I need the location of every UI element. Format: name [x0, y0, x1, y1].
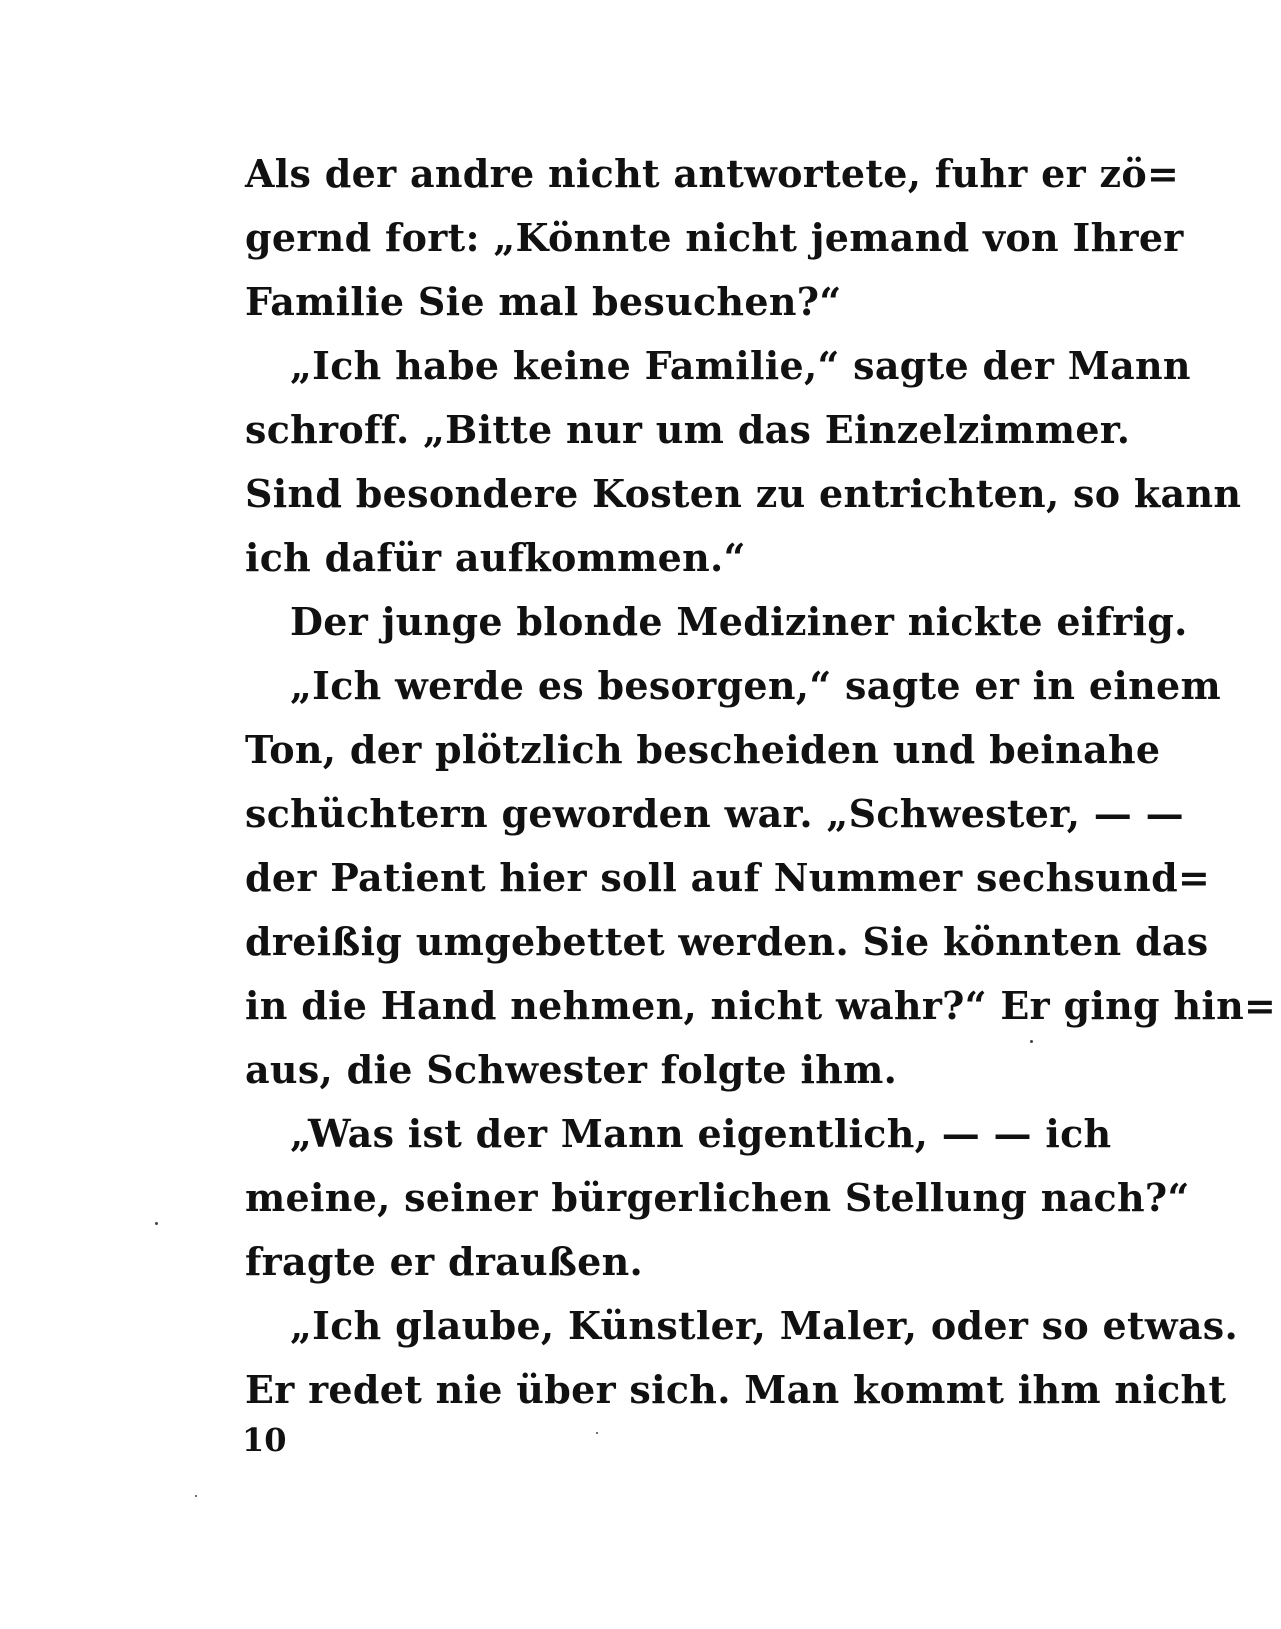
- text-line: Familie Sie mal besuchen?“: [245, 279, 842, 324]
- text-line: Sind besondere Kosten zu entrichten, so kann: [245, 471, 1242, 516]
- text-line: „Was ist der Mann eigentlich, — — ich: [290, 1111, 1112, 1156]
- text-line: schroff. „Bitte nur um das Einzelzimmer.: [245, 407, 1131, 452]
- text-line: schüchtern geworden war. „Schwester, — —: [245, 791, 1184, 836]
- scan-speck: [1030, 1040, 1033, 1043]
- text-line: „Ich habe keine Familie,“ sagte der Mann: [290, 343, 1191, 388]
- text-line: Er redet nie über sich. Man kommt ihm nicht: [245, 1367, 1227, 1412]
- text-line: meine, seiner bürgerlichen Stellung nach?“: [245, 1175, 1190, 1220]
- text-line: Ton, der plötzlich bescheiden und beinahe: [245, 727, 1161, 772]
- text-line: „Ich werde es besorgen,“ sagte er in einem: [290, 663, 1222, 708]
- text-line: Als der andre nicht antwortete, fuhr er zö=: [245, 151, 1180, 196]
- text-line: in die Hand nehmen, nicht wahr?“ Er ging hin=: [245, 983, 1277, 1028]
- text-line: gernd fort: „Könnte nicht jemand von Ihrer: [245, 215, 1184, 260]
- text-line: fragte er draußen.: [245, 1239, 644, 1284]
- text-line: ich dafür aufkommen.“: [245, 535, 746, 580]
- text-line: Der junge blonde Mediziner nickte eifrig.: [290, 599, 1188, 644]
- text-line: „Ich glaube, Künstler, Maler, oder so etwas.: [290, 1303, 1239, 1348]
- scan-speck: [596, 1432, 598, 1434]
- text-line: der Patient hier soll auf Nummer sechsund=: [245, 855, 1211, 900]
- page-number: 10: [242, 1421, 287, 1459]
- text-line: dreißig umgebettet werden. Sie könnten das: [245, 919, 1209, 964]
- scan-speck: [155, 1222, 158, 1225]
- text-line: aus, die Schwester folgte ihm.: [245, 1047, 898, 1092]
- body-text: [245, 142, 1277, 1422]
- scan-speck: [195, 1495, 197, 1497]
